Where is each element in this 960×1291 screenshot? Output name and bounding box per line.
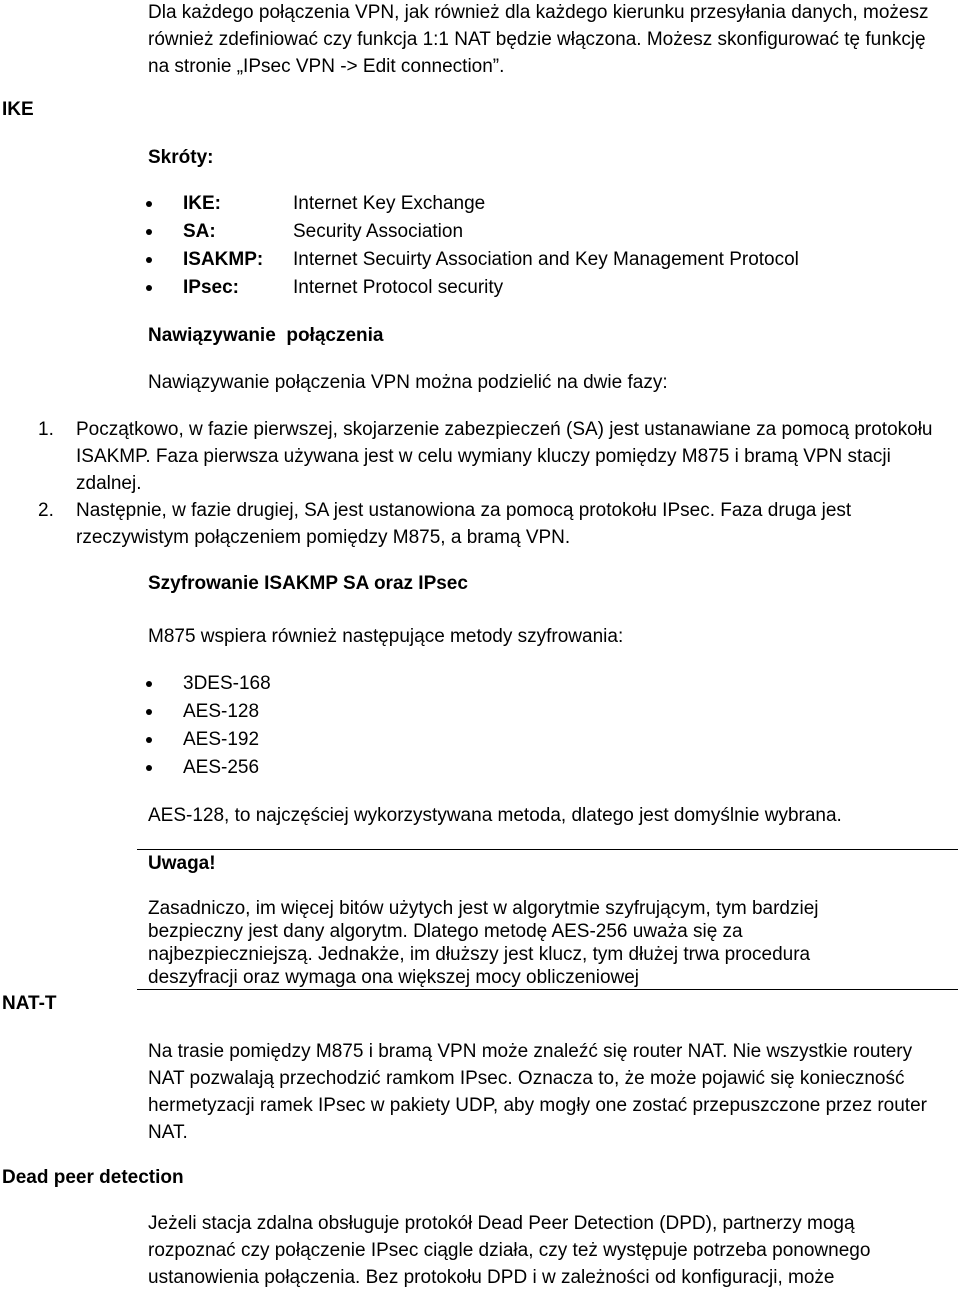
abbrev-term: ISAKMP:	[183, 249, 264, 270]
side-label-dpd: Dead peer detection	[2, 1167, 184, 1188]
encryption-heading: Szyfrowanie ISAKMP SA oraz IPsec	[148, 573, 468, 594]
encryption-text: M875 wspiera również następujące metody szyfrowania:	[148, 626, 624, 647]
bullet-icon	[146, 201, 152, 207]
abbrev-term: IKE:	[183, 193, 221, 214]
bullet-icon	[146, 229, 152, 235]
step-item	[38, 416, 948, 497]
encryption-item	[148, 670, 948, 698]
connection-text: Nawiązywanie połączenia VPN można podzielić na dwie fazy:	[148, 372, 668, 393]
step-item	[38, 497, 948, 551]
encryption-note: AES-128, to najczęściej wykorzystywana metoda, dlatego jest domyślnie wybrana.	[148, 805, 842, 826]
intro-paragraph: Dla każdego połączenia VPN, jak również dla każdego kierunku przesyłania danych, możesz również zdefiniować czy funkcja 1:1 NAT będzie włączona. Możesz skonfigurować tę funkcję na stronie „IPsec VPN -> Edit connection”.	[148, 2, 929, 77]
abbrev-item	[148, 218, 948, 246]
abbrev-list	[148, 190, 948, 302]
encryption-item	[148, 754, 948, 782]
step-text: Początkowo, w fazie pierwszej, skojarzenie zabezpieczeń (SA) jest ustanawiane za pomocą protokołu ISAKMP. Faza pierwsza używana jest w celu wymiany kluczy pomiędzy M875 i bramą VPN stacji zdalnej.	[76, 419, 933, 494]
encryption-list	[148, 670, 948, 782]
abbrev-item	[148, 274, 948, 302]
bullet-icon	[146, 257, 152, 263]
abbrev-heading: Skróty:	[148, 147, 214, 168]
step-number: 2.	[38, 500, 54, 521]
encryption-item	[148, 698, 948, 726]
bullet-icon	[146, 765, 152, 771]
abbrev-def: Security Association	[293, 221, 464, 242]
step-number: 1.	[38, 419, 54, 440]
side-label-natt: NAT-T	[2, 993, 57, 1014]
abbrev-item	[148, 246, 948, 274]
bullet-icon	[146, 737, 152, 743]
dpd-paragraph: Jeżeli stacja zdalna obsługuje protokół Dead Peer Detection (DPD), partnerzy mogą rozpoznać czy połączenie IPsec ciągle działa, czy też występuje potrzeba ponownego ustanowienia połączenia. Bez protokołu DPD i w zależności od konfiguracji, może	[148, 1213, 871, 1288]
natt-paragraph: Na trasie pomiędzy M875 i bramą VPN może znaleźć się router NAT. Nie wszystkie routery NAT pozwalają przechodzić ramkom IPsec. Oznacza to, że może pojawić się konieczność hermetyzacji ramek IPsec w pakiety UDP, aby mogły one zostać przepuszczone przez router NAT.	[148, 1041, 927, 1143]
encryption-method: AES-256	[183, 757, 260, 778]
connection-heading: Nawiązywanie połączenia	[148, 325, 384, 346]
abbrev-def: Internet Key Exchange	[293, 193, 486, 214]
bullet-icon	[146, 285, 152, 291]
warning-text: Zasadniczo, im więcej bitów użytych jest w algorytmie szyfrującym, tym bardziej bezpieczny jest dany algorytm. Dlatego metodę AES-256 uważa się za najbezpieczniejszą. Jednakże, im dłuższy jest klucz, tym dłużej trwa procedura deszyfracji oraz wymaga ona większej mocy obliczeniowej	[148, 898, 819, 988]
abbrev-def: Internet Secuirty Association and Key Management Protocol	[293, 249, 799, 270]
bullet-icon	[146, 709, 152, 715]
bullet-icon	[146, 681, 152, 687]
warning-bottom-rule	[137, 989, 958, 990]
abbrev-term: SA:	[183, 221, 216, 242]
encryption-method: 3DES-168	[183, 673, 271, 694]
encryption-method: AES-128	[183, 701, 260, 722]
encryption-method: AES-192	[183, 729, 260, 750]
abbrev-term: IPsec:	[183, 277, 239, 298]
connection-steps	[38, 416, 948, 551]
abbrev-def: Internet Protocol security	[293, 277, 504, 298]
side-label-ike: IKE	[2, 99, 34, 120]
encryption-item	[148, 726, 948, 754]
warning-title: Uwaga!	[148, 853, 216, 874]
abbrev-item	[148, 190, 948, 218]
step-text: Następnie, w fazie drugiej, SA jest ustanowiona za pomocą protokołu IPsec. Faza druga jest rzeczywistym połączeniem pomiędzy M875, a bramą VPN.	[76, 500, 852, 548]
